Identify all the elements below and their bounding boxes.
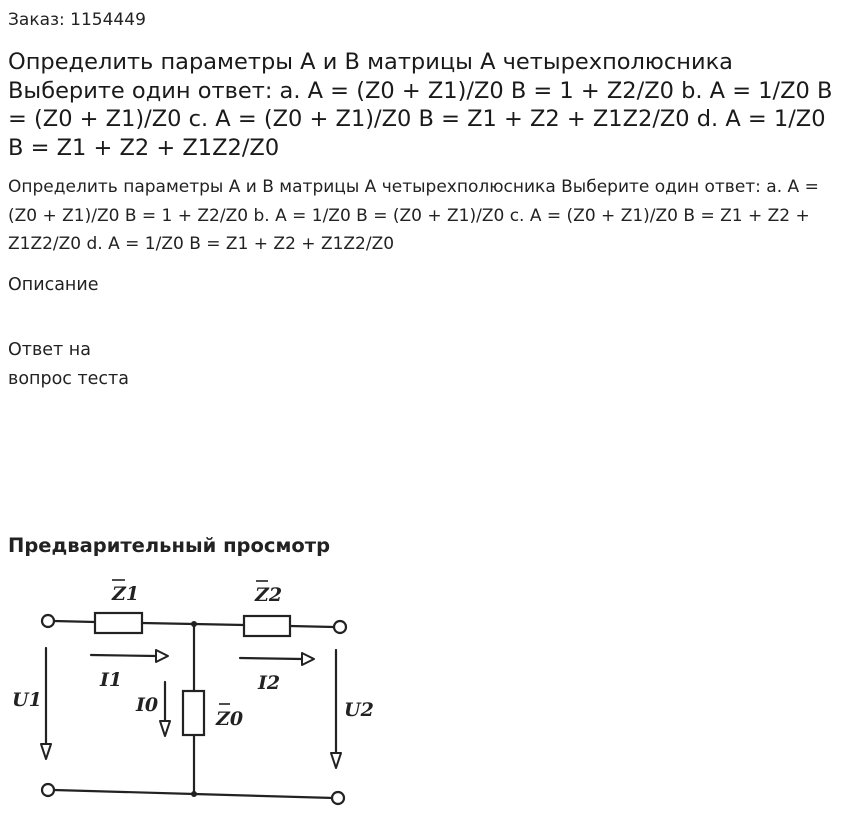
terminal-top-left: [42, 615, 54, 627]
u2-label: U2: [344, 699, 374, 721]
wire-node-z2: [194, 624, 244, 625]
z2-label: Z2: [255, 584, 283, 606]
wire-top-left: [54, 621, 95, 622]
task-title: Определить параметры А и В матрицы А четырехполюсника Выберите один ответ: a. A = (Z0 + Z1)/Z0 B = 1 + Z2/Z0 b. A = 1/Z0 B = (Z0 + Z1)/Z0 c. A = (Z0 + Z1)/Z0 B = Z1 + Z2 + Z1Z2/Z0 d. A = 1/Z0 B = Z1 + Z2 + Z1Z2/Z0: [8, 49, 833, 161]
z0-resistor: [183, 691, 204, 735]
wire-bottom-left: [54, 790, 194, 794]
z0-label: Z0: [216, 708, 244, 730]
description-heading: Описание: [8, 275, 99, 295]
task-description-text: Определить параметры А и В матрицы А четырехполюсника Выберите один ответ: a. A = (Z0 + Z1)/Z0 B = 1 + Z2/Z0 b. A = 1/Z0 B = (Z0 + Z1)/Z0 c. A = (Z0 + Z1)/Z0 B = Z1 + Z2 + Z1Z2/Z0 d. A = 1/Z0 B = Z1 + Z2 + Z1Z2/Z0: [8, 177, 819, 254]
wire-z1-node: [142, 623, 194, 624]
i1-label: I1: [100, 669, 123, 691]
z1-resistor: [95, 613, 142, 633]
wire-top-right: [290, 626, 334, 627]
node-bottom: [191, 791, 197, 797]
u1-arrowhead: [41, 744, 51, 759]
circuit-diagram: [8, 576, 378, 816]
answer-label: Ответ на вопрос теста: [8, 340, 129, 389]
order-number: Заказ: 1154449: [8, 10, 146, 30]
u1-label: U1: [12, 689, 42, 711]
node-top: [191, 621, 197, 627]
i1-arrow-line: [91, 655, 156, 656]
i2-arrow-line: [240, 658, 302, 659]
wire-bottom-right: [194, 794, 334, 798]
u2-arrowhead: [331, 753, 341, 768]
i0-label: I0: [136, 694, 159, 716]
z1-label: Z1: [112, 583, 140, 605]
terminal-bottom-left: [42, 784, 54, 796]
z2-resistor: [244, 616, 290, 636]
circuit-preview-image: [8, 576, 378, 816]
i2-arrowhead: [302, 653, 314, 665]
i0-arrowhead: [160, 721, 170, 736]
terminal-bottom-right: [332, 792, 344, 804]
i2-label: I2: [258, 672, 281, 694]
preview-heading: Предварительный просмотр: [8, 534, 331, 557]
i1-arrowhead: [156, 650, 168, 662]
terminal-top-right: [334, 621, 346, 633]
